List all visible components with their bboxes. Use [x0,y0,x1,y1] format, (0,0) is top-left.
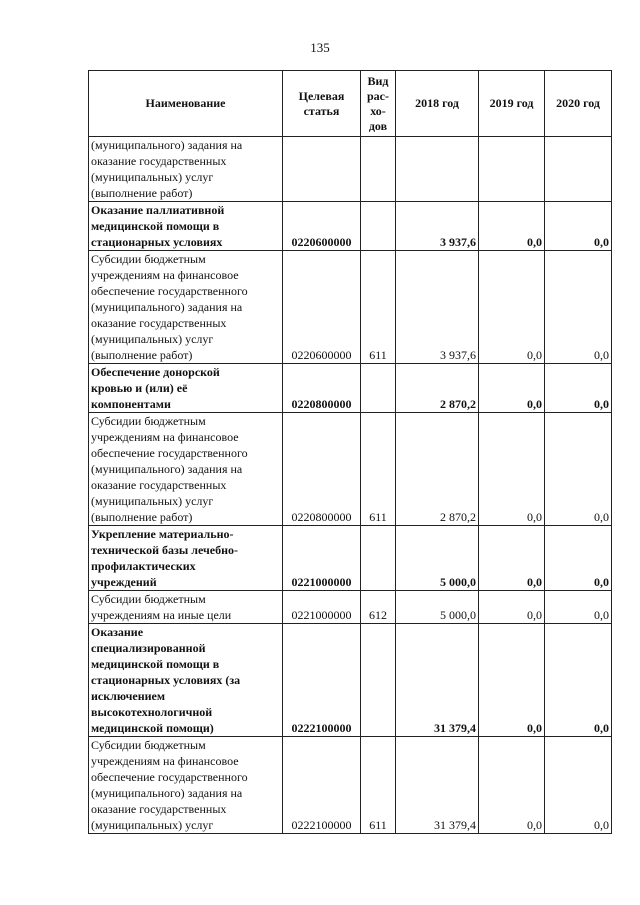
row-type: 611 [361,251,396,364]
row-target: 0220800000 [283,364,361,413]
row-name: Субсидии бюджетным учреждениям на иные цели [89,591,283,624]
row-2020: 0,0 [545,364,612,413]
row-2019: 0,0 [479,737,545,834]
page-number: 135 [310,40,330,55]
row-2020: 0,0 [545,202,612,251]
row-2018 [396,137,479,202]
row-name: Обеспечение донорской кровью и (или) её компонентами [89,364,283,413]
table-row [89,251,612,364]
row-2019: 0,0 [479,624,545,737]
table-row [89,202,612,251]
header-type: Вид рас- хо- дов [361,71,396,137]
row-type [361,202,396,251]
table-row [89,137,612,202]
table-row [89,364,612,413]
row-2020: 0,0 [545,526,612,591]
header-target: Целевая статья [283,71,361,137]
row-name: (муниципального) задания на оказание государственных (муниципальных) услуг (выполнение работ) [89,137,283,202]
row-type: 612 [361,591,396,624]
row-name: Субсидии бюджетным учреждениям на финансовое обеспечение государственного (муниципального) задания на оказание государственных (муниципальных) услуг (выполнение работ) [89,251,283,364]
row-type [361,364,396,413]
row-2019 [479,137,545,202]
row-2019: 0,0 [479,364,545,413]
row-target: 0221000000 [283,526,361,591]
row-2018: 5 000,0 [396,526,479,591]
budget-table [88,70,612,834]
table-row [89,624,612,737]
row-2020: 0,0 [545,251,612,364]
row-type: 611 [361,737,396,834]
row-type: 611 [361,413,396,526]
row-2020: 0,0 [545,591,612,624]
row-2019: 0,0 [479,413,545,526]
row-type [361,526,396,591]
table-row [89,591,612,624]
row-target: 0220800000 [283,413,361,526]
row-2018: 2 870,2 [396,364,479,413]
table-header-row [89,71,612,137]
row-2019: 0,0 [479,526,545,591]
header-2018: 2018 год [396,71,479,137]
row-2019: 0,0 [479,202,545,251]
row-type [361,137,396,202]
row-2018: 31 379,4 [396,737,479,834]
row-2019: 0,0 [479,251,545,364]
row-2018: 5 000,0 [396,591,479,624]
header-2020: 2020 год [545,71,612,137]
table-row [89,526,612,591]
row-type [361,624,396,737]
row-name: Субсидии бюджетным учреждениям на финансовое обеспечение государственного (муниципального) задания на оказание государственных (муниципальных) услуг (выполнение работ) [89,413,283,526]
row-2020: 0,0 [545,413,612,526]
header-2019: 2019 год [479,71,545,137]
row-name: Оказание паллиативной медицинской помощи в стационарных условиях [89,202,283,251]
row-target: 0222100000 [283,737,361,834]
row-target: 0221000000 [283,591,361,624]
row-2020: 0,0 [545,737,612,834]
row-name: Субсидии бюджетным учреждениям на финансовое обеспечение государственного (муниципального) задания на оказание государственных (муниципальных) услуг [89,737,283,834]
table-row [89,737,612,834]
row-target: 0220600000 [283,251,361,364]
table-row [89,413,612,526]
row-target [283,137,361,202]
header-name: Наименование [89,71,283,137]
row-name: Укрепление материально- технической базы лечебно- профилактических учреждений [89,526,283,591]
row-2020: 0,0 [545,624,612,737]
row-2018: 3 937,6 [396,251,479,364]
row-2018: 31 379,4 [396,624,479,737]
row-target: 0222100000 [283,624,361,737]
row-target: 0220600000 [283,202,361,251]
row-2019: 0,0 [479,591,545,624]
row-2018: 3 937,6 [396,202,479,251]
row-2020 [545,137,612,202]
row-2018: 2 870,2 [396,413,479,526]
row-name: Оказание специализированной медицинской помощи в стационарных условиях (за исключением высокотехнологичной медицинской помощи) [89,624,283,737]
